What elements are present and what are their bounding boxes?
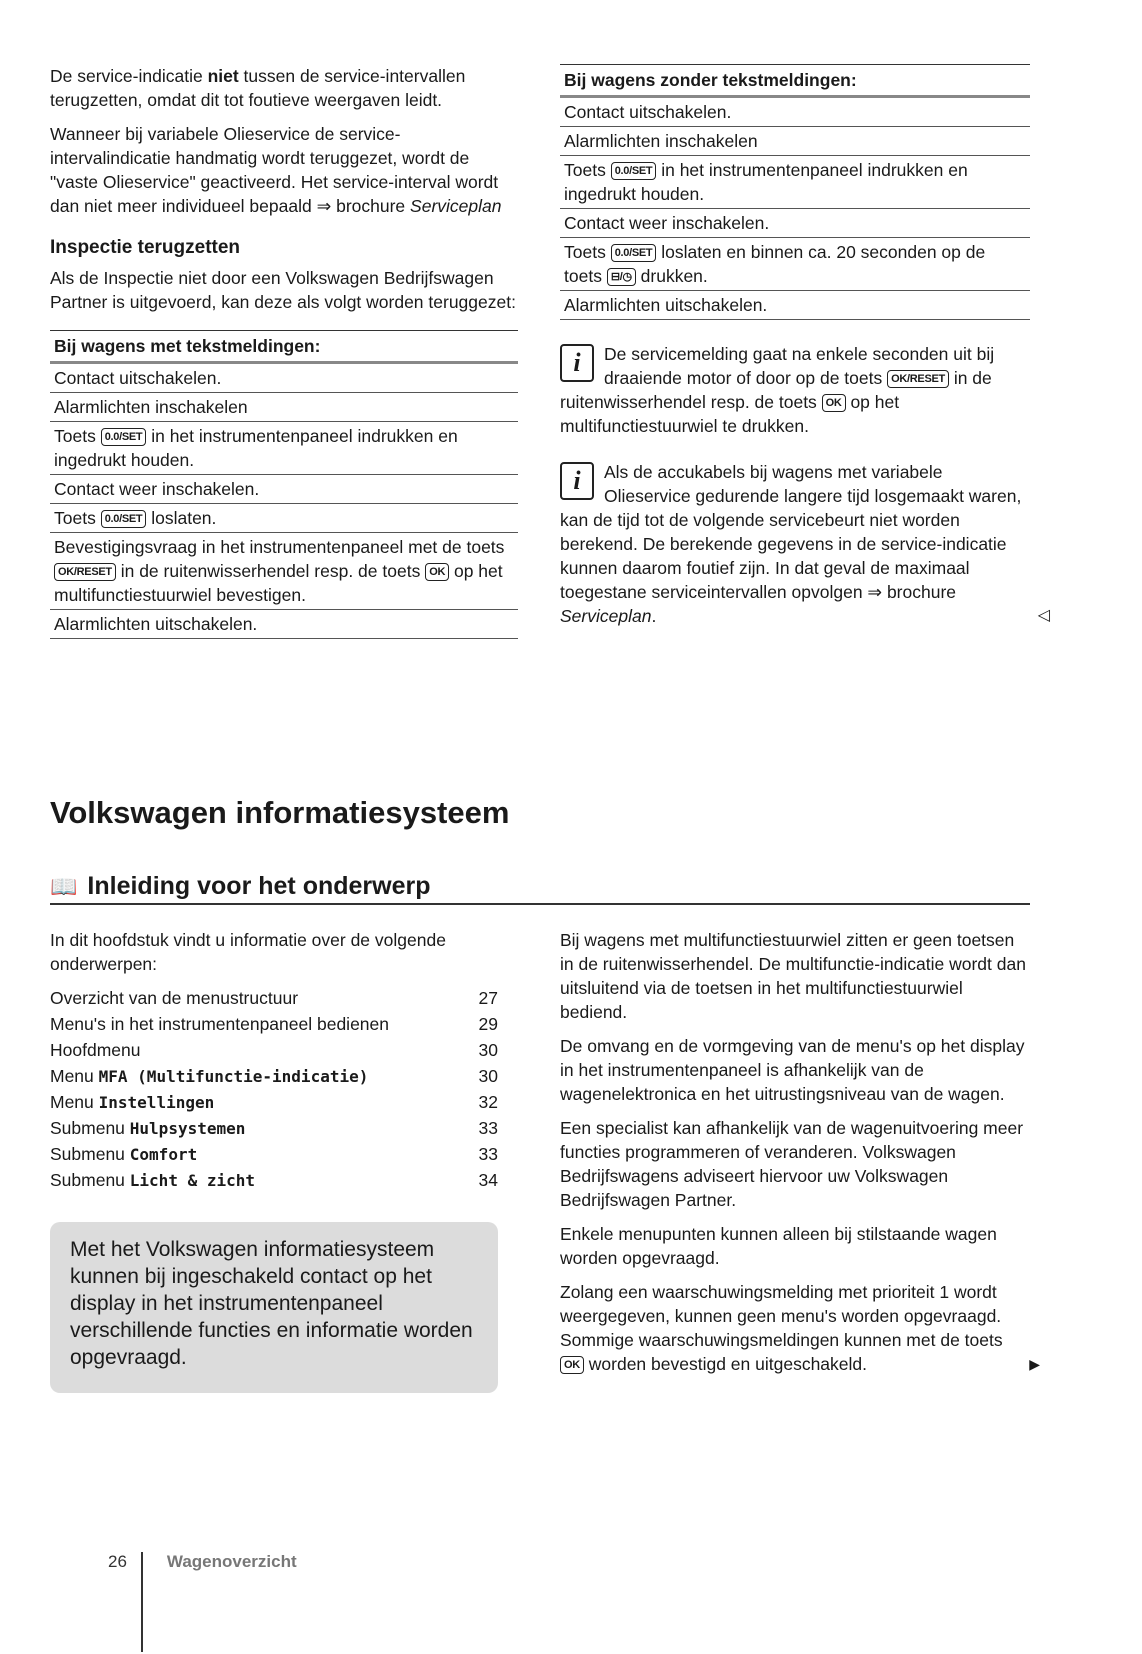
toc-page-number: 27 [478, 988, 498, 1008]
paragraph-intro: In dit hoofdstuk vindt u informatie over de volgende onderwerpen: [50, 930, 446, 974]
text: De servicemelding gaat na enkele seconden uit bij draaiende motor of door op de toets [604, 344, 995, 388]
step-row: Contact uitschakelen. [50, 364, 518, 393]
toc-entry[interactable] [50, 1038, 498, 1064]
left-bottom-column [50, 928, 498, 1393]
text: Bevestigingsvraag in het instrumentenpaneel met de toets [54, 537, 505, 557]
step-row: Alarmlichten inschakelen [50, 393, 518, 422]
toc-page-number: 34 [478, 1170, 498, 1190]
paragraph: Een specialist kan afhankelijk van de wagenuitvoering meer functies programmeren of veranderen. Volkswagen Bedrijfswagens adviseert hiervoor uw Volkswagen Bedrijfswagen Partner. [560, 1118, 1024, 1210]
step-row [560, 238, 1030, 291]
text: Toets [54, 508, 101, 528]
heading-inspection-reset: Inspectie terugzetten [50, 237, 241, 258]
right-top-column [560, 64, 1050, 628]
key-0-0-set-icon: 0.0/SET [101, 510, 147, 528]
toc-entry[interactable] [50, 1142, 498, 1168]
text: in het instrumentenpaneel indrukken en ingedrukt houden. [564, 160, 968, 204]
paragraph: Bij wagens met multifunctiestuurwiel zitten er geen toetsen in de ruitenwisserhendel. De multifunctie-indicatie wordt dan uitsluitend via de toetsen in het multifunctiestuurwiel bediend. [560, 930, 1026, 1022]
page-footer [108, 1552, 297, 1652]
toc-label: Submenu [50, 1170, 130, 1190]
toc-menu-name: MFA (Multifunctie-indicatie) [98, 1067, 369, 1086]
right-bottom-column [560, 928, 1040, 1386]
step-row [560, 156, 1030, 209]
key-0-0-set-icon: 0.0/SET [611, 244, 657, 262]
footer-divider [141, 1552, 143, 1652]
paragraph-inspection: Als de Inspectie niet door een Volkswagen Bedrijfswagen Partner is uitgevoerd, kan deze als volgt worden teruggezet: [50, 268, 516, 312]
steps-table-header: Bij wagens met tekstmeldingen: [50, 331, 518, 364]
toc-label: Overzicht van de menustructuur [50, 988, 299, 1008]
emphasis: niet [207, 66, 239, 86]
text: in de ruitenwisserhendel resp. de toets [115, 561, 426, 581]
info-note-battery-cables [560, 460, 1050, 628]
toc-page-number: 29 [478, 1014, 498, 1034]
text: Toets [564, 242, 611, 262]
toc-label: Menu [50, 1092, 99, 1112]
text: in het instrumentenpaneel indrukken en ingedrukt houden. [54, 426, 458, 470]
key-ok-icon: OK [560, 1356, 584, 1374]
paragraph-priority-warning [560, 1280, 1040, 1376]
key-0-0-set-icon: 0.0/SET [611, 162, 657, 180]
key-0-0-set-icon: 0.0/SET [101, 428, 147, 446]
toc-page-number: 33 [478, 1144, 498, 1164]
summary-box: Met het Volkswagen informatiesysteem kunnen bij ingeschakeld contact op het display in het instrumentenpaneel verschillende functies en informatie worden opgevraagd. [50, 1222, 498, 1393]
key-ok-icon: OK [822, 394, 846, 412]
toc-label: Menu [50, 1066, 99, 1086]
text: Toets [564, 160, 611, 180]
steps-table-without-text-messages [560, 64, 1030, 320]
steps-table-with-text-messages [50, 330, 518, 639]
text: Wanneer bij variabele Olieservice de service-intervalindicatie handmatig wordt teruggezet, wordt de "vaste Olieservice" geactiveerd. Het service-interval wordt dan niet meer individueel bepaald ⇒ brochure [50, 124, 499, 216]
paragraph-variable-oil-service [50, 122, 518, 218]
text: De service-indicatie [50, 66, 208, 86]
text: loslaten en binnen ca. 20 seconden op de toets [564, 242, 986, 286]
toc-page-number: 32 [478, 1092, 498, 1112]
step-row: Contact weer inschakelen. [50, 475, 518, 504]
page-number: 26 [108, 1552, 127, 1571]
toc-label: Submenu [50, 1118, 130, 1138]
left-top-column [50, 64, 518, 639]
toc-menu-name: Comfort [129, 1145, 198, 1164]
table-of-contents [50, 986, 498, 1194]
key-trip-clock-icon: ⊟/◷ [607, 268, 636, 286]
text: . [651, 606, 657, 626]
toc-entry[interactable] [50, 1168, 498, 1194]
toc-label: Submenu [50, 1144, 130, 1164]
toc-entry[interactable] [50, 1012, 498, 1038]
toc-entry[interactable] [50, 1064, 498, 1090]
continued-arrow-icon: ▶ [1029, 1356, 1040, 1372]
step-row: Alarmlichten uitschakelen. [50, 610, 518, 639]
step-row: Contact uitschakelen. [560, 98, 1030, 127]
step-row [50, 533, 518, 610]
toc-page-number: 30 [478, 1040, 498, 1060]
toc-entry[interactable] [50, 1116, 498, 1142]
text: Zolang een waarschuwingsmelding met prioriteit 1 wordt weergegeven, kunnen geen menu's worden opgevraagd. Sommige waarschuwingsmeldingen kunnen met de toets [560, 1282, 1003, 1350]
step-row: Alarmlichten uitschakelen. [560, 291, 1030, 320]
text: drukken. [635, 266, 708, 286]
brochure-reference: Serviceplan [410, 196, 502, 216]
step-row: Alarmlichten inschakelen [560, 127, 1030, 156]
key-ok-reset-icon: OK/RESET [54, 563, 116, 581]
book-icon: 📖 [50, 874, 78, 899]
topic-heading [50, 872, 1030, 905]
info-icon: i [560, 462, 594, 500]
text: op het multifunctiestuurwiel te drukken. [560, 392, 900, 436]
paragraph: Enkele menupunten kunnen alleen bij stilstaande wagen worden opgevraagd. [560, 1224, 997, 1268]
info-icon: i [560, 344, 594, 382]
toc-menu-name: Hulpsystemen [129, 1119, 246, 1138]
text: tussen de service-intervallen terugzetten, omdat dit tot foutieve weergaven leidt. [50, 66, 466, 110]
chapter-title: Volkswagen informatiesysteem [50, 795, 510, 830]
toc-label: Hoofdmenu [50, 1040, 141, 1060]
topic-title: Inleiding voor het onderwerp [87, 872, 431, 900]
brochure-reference: Serviceplan [560, 606, 652, 626]
paragraph-reset-warning [50, 64, 518, 112]
info-note-service-message [560, 342, 1030, 438]
text: in de ruitenwisserhendel resp. de toets [560, 368, 992, 412]
toc-menu-name: Instellingen [98, 1093, 215, 1112]
key-ok-icon: OK [425, 563, 449, 581]
paragraph: De omvang en de vormgeving van de menu's op het display in het instrumentenpaneel is afhankelijk van de wagenelektronica en het uitrustingsniveau van de wagen. [560, 1036, 1025, 1104]
step-row: Contact weer inschakelen. [560, 209, 1030, 238]
toc-page-number: 30 [478, 1066, 498, 1086]
text: loslaten. [146, 508, 217, 528]
text: Toets [54, 426, 101, 446]
toc-menu-name: Licht & zicht [129, 1171, 256, 1190]
step-row [50, 504, 518, 533]
toc-entry[interactable] [50, 986, 498, 1012]
section-name: Wagenoverzicht [166, 1552, 297, 1571]
text: op het multifunctiestuurwiel bevestigen. [54, 561, 503, 605]
key-ok-reset-icon: OK/RESET [887, 370, 949, 388]
text: worden bevestigd en uitgeschakeld. [583, 1354, 868, 1374]
toc-label: Menu's in het instrumentenpaneel bedienen [50, 1014, 389, 1034]
steps-table-header: Bij wagens zonder tekstmeldingen: [560, 65, 1030, 98]
step-row [50, 422, 518, 475]
toc-entry[interactable] [50, 1090, 498, 1116]
toc-page-number: 33 [478, 1118, 498, 1138]
text: Als de accukabels bij wagens met variabele Olieservice gedurende langere tijd losgemaakt waren, kan de tijd tot de volgende servicebeurt niet worden berekend. De berekende gegevens in de service-indicatie kunnen daarom foutief zijn. In dat geval de maximaal toegestane serviceintervallen opvolgen ⇒ brochure [560, 462, 1022, 602]
section-end-icon: ◁ [1037, 607, 1050, 624]
